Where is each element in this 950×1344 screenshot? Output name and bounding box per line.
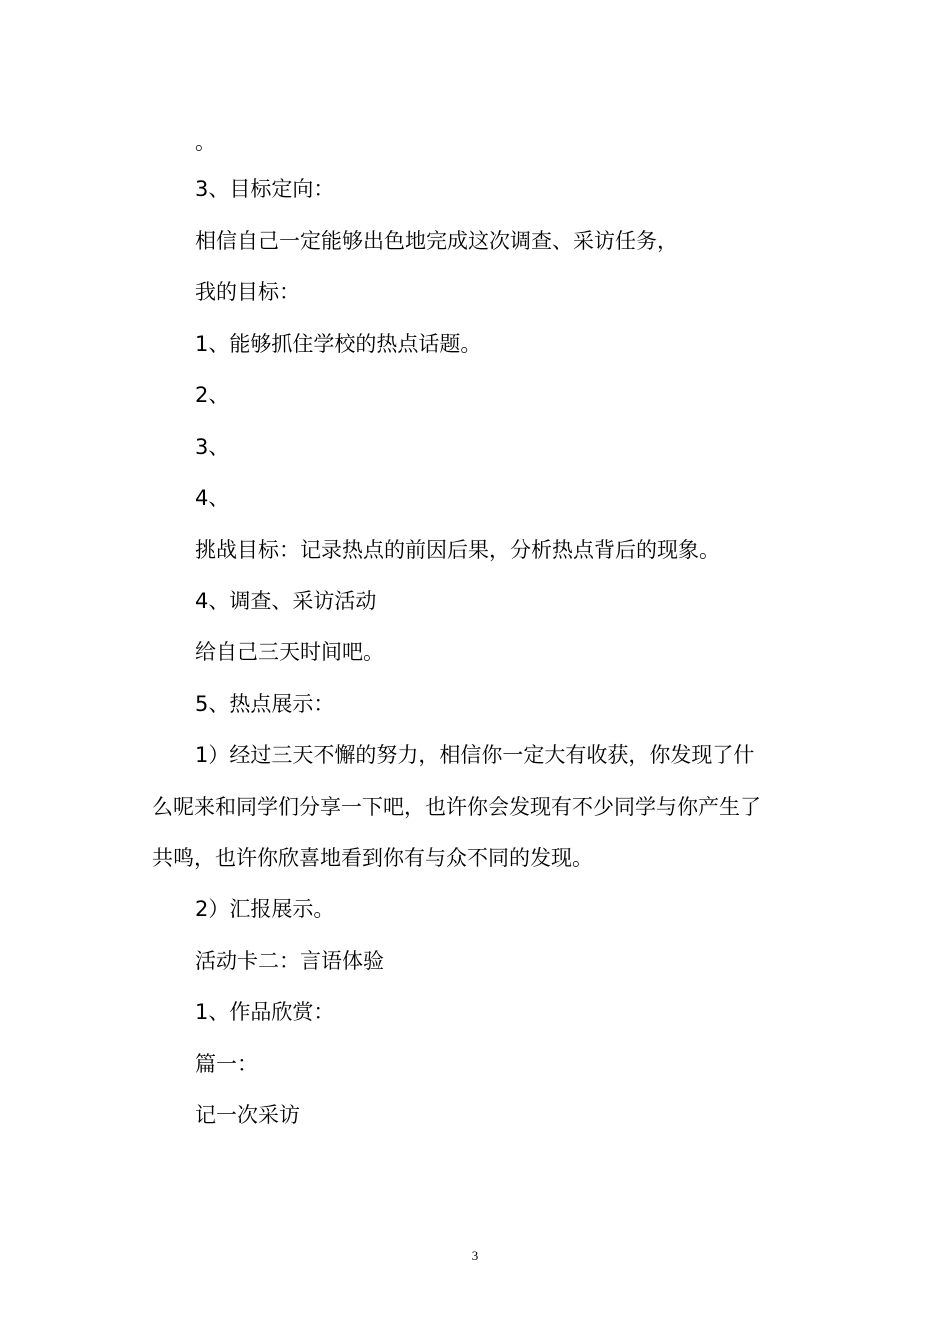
section-heading: 4、调查、采访活动	[195, 589, 377, 613]
text-line: 我的目标：	[195, 280, 300, 304]
list-item: 2、	[195, 383, 230, 407]
paragraph-line: 么呢来和同学们分享一下吧，也许你会发现有不少同学与你产生了	[152, 795, 761, 819]
text-line: 给自己三天时间吧。	[195, 640, 384, 664]
article-title: 记一次采访	[195, 1103, 300, 1127]
text-line: 相信自己一定能够出色地完成这次调查、采访任务，	[195, 229, 678, 253]
list-item: 4、	[195, 486, 230, 510]
paragraph-line: 1）经过三天不懈的努力，相信你一定大有收获，你发现了什	[195, 743, 755, 767]
paragraph-line: 共鸣，也许你欣喜地看到你有与众不同的发现。	[152, 846, 593, 870]
section-heading: 5、热点展示：	[195, 692, 335, 716]
section-heading: 活动卡二：言语体验	[195, 949, 384, 973]
text-line: 2）汇报展示。	[195, 897, 335, 921]
list-item: 3、	[195, 435, 230, 459]
section-heading: 1、作品欣赏：	[195, 1000, 335, 1024]
section-heading: 3、目标定向：	[195, 177, 335, 201]
text-line: 挑战目标：记录热点的前因后果，分析热点背后的现象。	[195, 538, 720, 562]
text-line: 。	[195, 130, 216, 154]
list-item: 1、能够抓住学校的热点话题。	[195, 332, 482, 356]
page-number: 3	[471, 1248, 479, 1263]
text-line: 篇一：	[195, 1052, 258, 1076]
